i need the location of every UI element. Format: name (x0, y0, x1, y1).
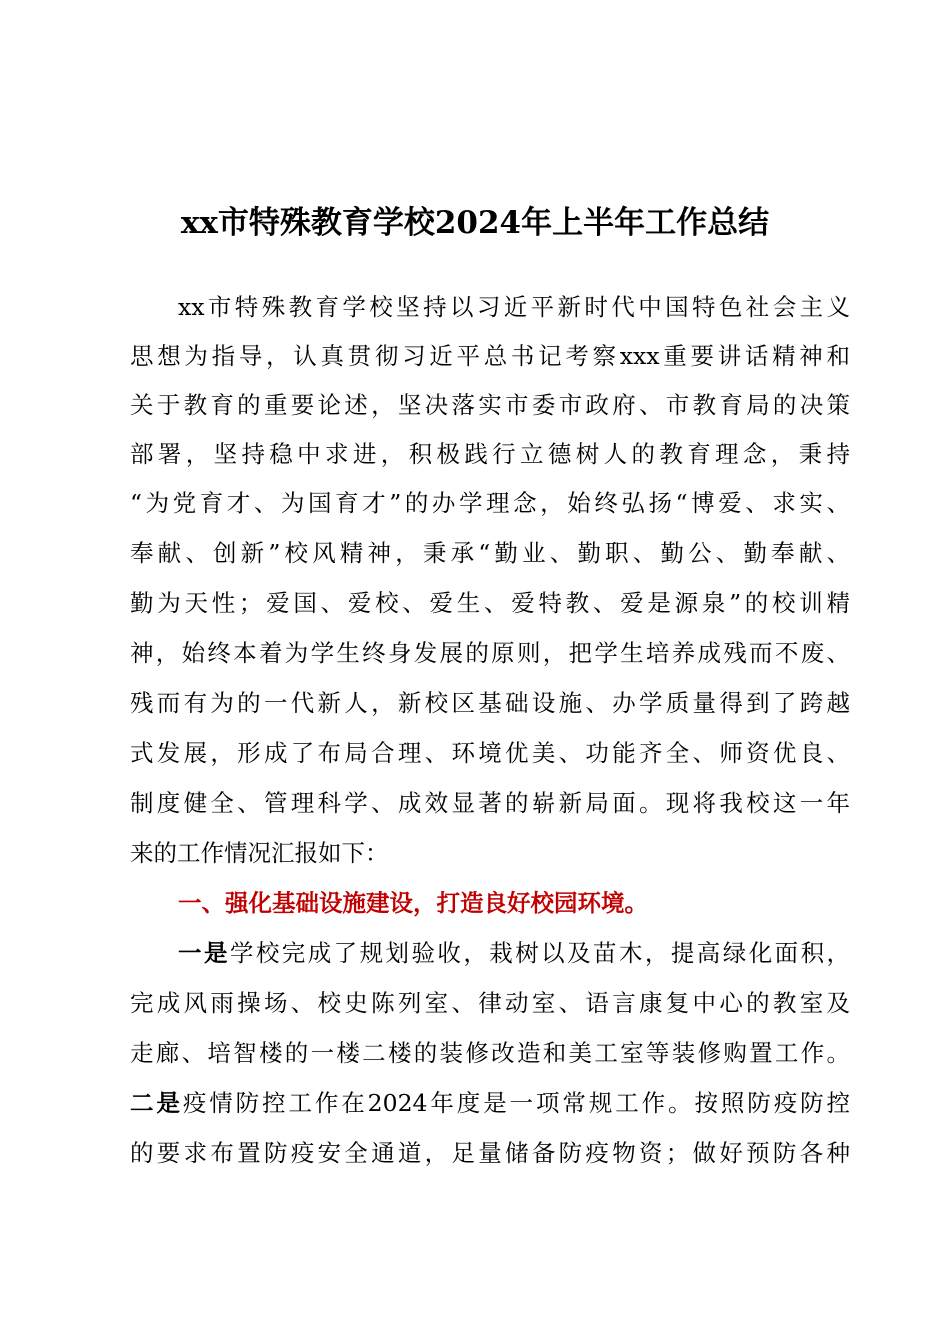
intro-line-5: “为党育才、为国育才”的办学理念，始终弘扬“博爱、求实、 (130, 489, 850, 517)
intro-line-7: 勤为天性；爱国、爱校、爱生、爱特教、爱是源泉”的校训精 (130, 589, 850, 617)
point-2-lead: 二是 (130, 1089, 183, 1117)
point-1-line-3: 走廊、培智楼的一楼二楼的装修改造和美工室等装修购置工作。 (130, 1039, 850, 1067)
intro-line-11: 制度健全、管理科学、成效显著的崭新局面。现将我校这一年 (130, 789, 850, 817)
point-1-line-2: 完成风雨操场、校史陈列室、律动室、语言康复中心的教室及 (130, 989, 850, 1017)
document-title: xx市特殊教育学校2024年上半年工作总结 (180, 205, 770, 241)
point-2-line-1 (130, 1088, 850, 1118)
intro-line-12: 来的工作情况汇报如下： (130, 839, 389, 867)
intro-line-10: 式发展，形成了布局合理、环境优美、功能齐全、师资优良、 (130, 739, 850, 767)
intro-line-9: 残而有为的一代新人，新校区基础设施、办学质量得到了跨越 (130, 689, 850, 717)
intro-line-2: 思想为指导，认真贯彻习近平总书记考察xxx重要讲话精神和 (130, 342, 850, 370)
point-1-lead: 一是 (178, 939, 230, 967)
intro-line-6: 奉献、创新”校风精神，秉承“勤业、勤职、勤公、勤奉献、 (130, 539, 850, 567)
intro-line-3: 关于教育的重要论述，坚决落实市委市政府、市教育局的决策 (130, 391, 850, 419)
point-1-line-1 (178, 938, 850, 968)
point-2-text: 疫情防控工作在2024年度是一项常规工作。按照防疫防控 (182, 1089, 851, 1117)
section-heading-1: 一、强化基础设施建设，打造良好校园环境。 (178, 889, 648, 917)
intro-line-8: 神，始终本着为学生终身发展的原则，把学生培养成残而不废、 (130, 639, 850, 667)
intro-line-4: 部署，坚持稳中求进，积极践行立德树人的教育理念，秉持 (130, 440, 850, 468)
point-2-line-2: 的要求布置防疫安全通道，足量储备防疫物资；做好预防各种 (130, 1139, 850, 1167)
intro-line-1: xx市特殊教育学校坚持以习近平新时代中国特色社会主义 (178, 293, 850, 321)
point-1-text: 学校完成了规划验收，栽树以及苗木，提高绿化面积， (229, 939, 851, 967)
